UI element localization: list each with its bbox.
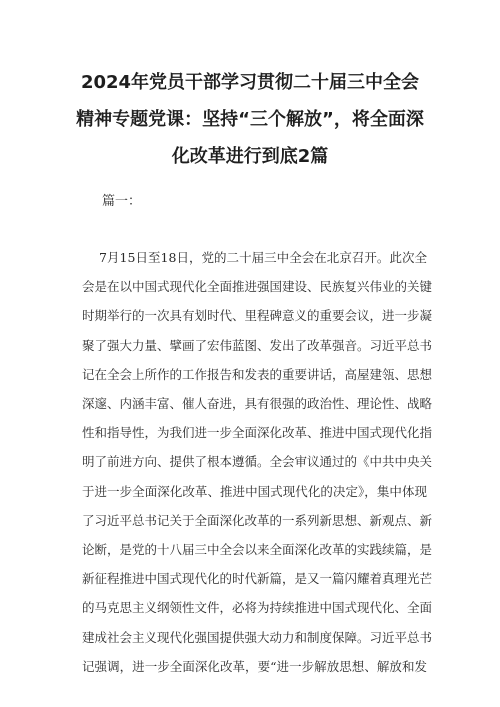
body-line-5: 记在全会上所作的工作报告和发表的重要讲话，高屋建瓴、思想 (82, 366, 433, 382)
body-paragraph (82, 243, 433, 681)
body-line-9: 于进一步全面深化改革、推进中国式现代化的决定》，集中体现 (82, 483, 427, 499)
body-line-8: 明了前进方向、提供了根本遵循。全会审议通过的《中共中央关 (82, 454, 433, 470)
body-line-15: 记强调，进一步全面深化改革，要“进一步解放思想、解放和发 (82, 658, 427, 674)
body-line-1: 7月15日至18日，党的二十届三中全会在北京召开。此次全 (99, 250, 427, 265)
body-line-6: 深邃、内涵丰富、催人奋进，具有很强的政治性、理论性、战略 (82, 396, 433, 412)
body-line-11: 论断，是党的十八届三中全会以来全面深化改革的实践续篇，是 (82, 542, 433, 558)
body-line-10: 了习近平总书记关于全面深化改革的一系列新思想、新观点、新 (82, 512, 433, 528)
document-title (40, 64, 460, 175)
body-line-7: 性和指导性，为我们进一步全面深化改革、推进中国式现代化指 (82, 425, 433, 441)
body-line-13: 的马克思主义纲领性文件，必将为持续推进中国式现代化、全面 (82, 600, 433, 616)
body-line-14: 建成社会主义现代化强国提供强大动力和制度保障。习近平总书 (82, 629, 433, 645)
body-line-4: 聚了强大力量、擘画了宏伟蓝图、发出了改革强音。习近平总书 (82, 337, 433, 353)
section-heading: 篇一： (102, 194, 142, 209)
title-line-2: 精神专题党课：坚持“三个解放”，将全面深 (76, 109, 424, 130)
body-line-12: 新征程推进中国式现代化的时代新篇，是又一篇闪耀着真理光芒 (82, 571, 433, 587)
body-line-2: 会是在以中国式现代化全面推进强国建设、民族复兴伟业的关键 (82, 279, 433, 295)
body-line-3: 时期举行的一次具有划时代、里程碑意义的重要会议，进一步凝 (82, 308, 433, 324)
title-line-1: 2024年党员干部学习贯彻二十届三中全会 (80, 72, 420, 93)
title-line-3: 化改革进行到底2篇 (171, 146, 329, 167)
